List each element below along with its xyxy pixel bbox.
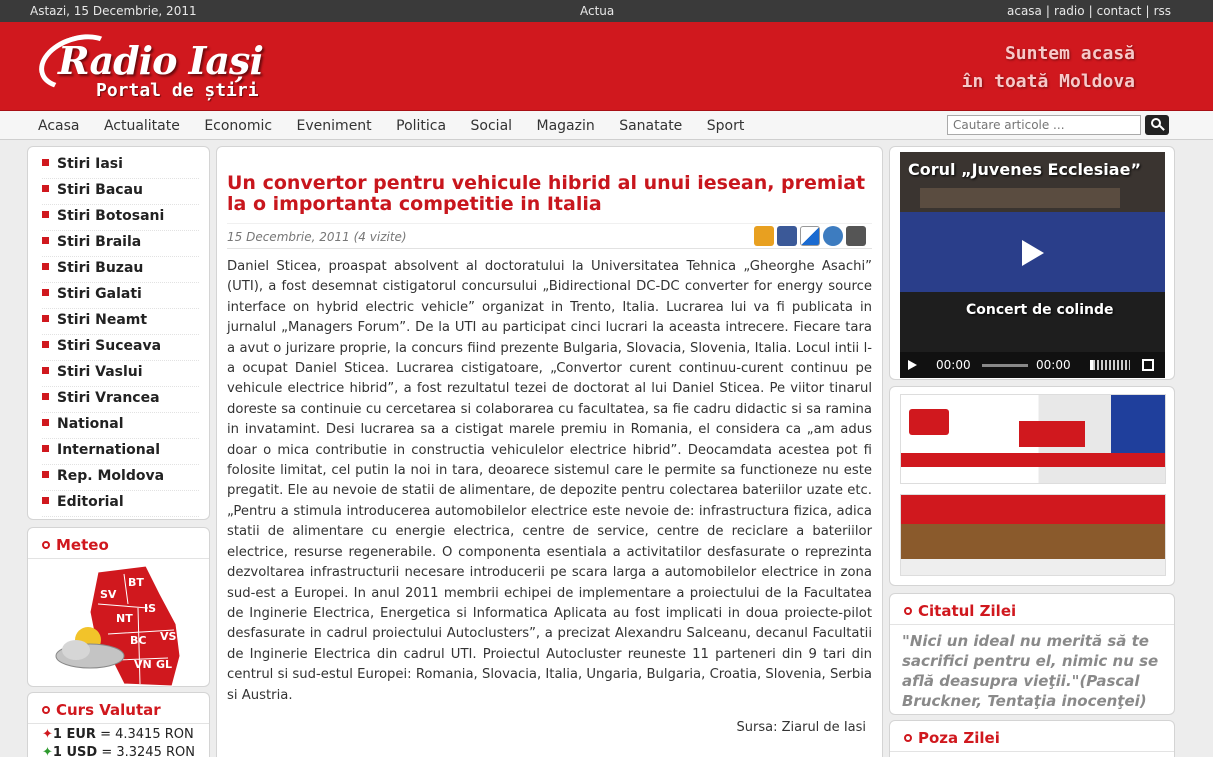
section-icon	[42, 706, 50, 714]
bullet-icon	[42, 159, 49, 166]
bullet-icon	[42, 419, 49, 426]
main-nav	[0, 111, 1213, 140]
play-icon[interactable]	[1022, 240, 1044, 266]
category-item[interactable]: National	[42, 413, 199, 439]
region-label: SV	[100, 588, 117, 601]
video-progress[interactable]	[982, 364, 1028, 367]
section-icon	[904, 734, 912, 742]
nav-item-politica[interactable]: Politica	[396, 118, 447, 134]
print-icon[interactable]	[846, 226, 866, 246]
arrow-down-icon: ✦	[42, 745, 53, 757]
bullet-icon	[42, 341, 49, 348]
currency-title: Curs Valutar	[28, 693, 209, 724]
site-logo[interactable]	[36, 26, 266, 106]
search-button[interactable]	[1145, 115, 1169, 135]
nav-item-sanatate[interactable]: Sanatate	[619, 118, 683, 134]
currency-row: ✦1 USD = 3.3245 RON	[28, 742, 209, 757]
banner-box	[889, 386, 1175, 586]
nav-item-sport[interactable]: Sport	[706, 118, 745, 134]
category-item[interactable]: Stiri Iasi	[42, 153, 199, 179]
link-contact[interactable]: contact	[1096, 4, 1142, 18]
top-links: acasa | radio | contact | rss	[1007, 4, 1171, 18]
photo-box	[889, 720, 1175, 757]
quote-box	[889, 593, 1175, 715]
currency-box	[27, 692, 210, 757]
video-player[interactable]	[900, 152, 1165, 378]
region-label: NT	[116, 612, 133, 625]
video-controls	[900, 352, 1165, 378]
region-label: GL	[156, 658, 173, 671]
category-item[interactable]: Stiri Neamt	[42, 309, 199, 335]
category-item[interactable]: Rep. Moldova	[42, 465, 199, 491]
article-meta	[227, 223, 872, 249]
bullet-icon	[42, 185, 49, 192]
bullet-icon	[42, 471, 49, 478]
category-item[interactable]: Stiri Vrancea	[42, 387, 199, 413]
category-item[interactable]: Stiri Vaslui	[42, 361, 199, 387]
category-item[interactable]: Stiri Botosani	[42, 205, 199, 231]
search-input[interactable]	[947, 115, 1141, 135]
link-radio[interactable]: radio	[1053, 4, 1085, 18]
bullet-icon	[42, 497, 49, 504]
bullet-icon	[42, 237, 49, 244]
facebook-icon[interactable]	[777, 226, 797, 246]
quote-title: Citatul Zilei	[890, 594, 1174, 625]
bullet-icon	[42, 211, 49, 218]
section-icon	[904, 607, 912, 615]
region-label: VS	[160, 630, 177, 643]
yahoo-icon[interactable]	[754, 226, 774, 246]
header-slogan	[962, 40, 1135, 96]
photo-title: Poza Zilei	[890, 721, 1174, 752]
article-date: 15 Decembrie, 2011 (4 vizite)	[227, 230, 407, 244]
radio-logo-icon	[909, 409, 949, 435]
link-rss[interactable]: rss	[1153, 4, 1171, 18]
article-source: Sursa: Ziarul de Iasi	[736, 719, 866, 735]
logo-name: Radio Iași	[58, 38, 263, 83]
category-item[interactable]: Stiri Braila	[42, 231, 199, 257]
link-acasa[interactable]: acasa	[1007, 4, 1042, 18]
radio-romania-banner[interactable]	[900, 394, 1166, 484]
article-body: Daniel Sticea, proaspat absolvent al doctoratului la Universitatea Tehnica „Gheorghe Asachi” (UTI), a fost desemnat cistigatorul concursului „Bidirectional DC-DC converter for energy source interface on hybrid electric vehicle” organizat in Trento, Italia. Lucrarea lui va fi publicata in jurnalul „Managers Forum”. De la UTI au participat cinci lucrari la aceasta intrecere. Fiecare tara a avut o jurizare proprie, la concurs fiind prezente Bulgaria, Slovacia, Slovenia, Italia. Locul intii l-a ocupat Daniel Sticea. Lucrarea cistigatoare, „Convertor curent continuu-curent continuu pe vehicule electrice hibrid”, a fost rezultatul tezei de doctorat al lui Daniel Sticea. Pe viitor tinarul doreste sa continuie cu cercetarea si colaborarea cu facultatea, sa fie cadru didactic si sa ramina in invatamint. Desi lucrarea sa a cistigat marele premiu in Romania, el considera ca „am adus doar o mica contributie in constructia vehiculelor electrice hibrid”. Deocamdata acestea pot fi folosite limitat, cel putin la noi in tara, deoarece sistemul care le permite sa functioneze nu este pregatit. Ele au nevoie de statii de alimentare, de depozite pentru colectarea bateriilor uzate etc. „Pentru a stimula introducerea automobilelor electrice este nevoie de: infrastructura fizica, adica statii de alimentare cu energie electrica, centre de service, centre de reciclare a bateriilor electrice, resurse regenerabile. O componenta esentiala a activitatilor desfasurate o reprezinta dezvoltarea infrastructurii necesare introducerii pe scara larga a automobilelor electrice in zona sud-est a Europei. In anul 2011 membrii echipei de implementare a proiectului de la Facultatea de Inginerie Electrica, Energetica si Informatica Aplicata au fost implicati in doua proiecte-pilot desfasurate in cadrul proiectului Autoclusters”, a precizat Alexandru Salceanu, decanul Facultatii de Inginerie Electrica din cadrul UTI. Proiectul Autocluster reuneste 11 parteneri din 9 tari din centrul si sud-estul Europei: Romania, Slovacia, Italia, Ungaria, Bulgaria, Croatia, Slovenia, Serbia si Austria.	[227, 259, 872, 703]
category-list	[27, 146, 210, 520]
bullet-icon	[42, 393, 49, 400]
category-item[interactable]: Stiri Buzau	[42, 257, 199, 283]
region-label: BC	[130, 634, 147, 647]
folclor-banner[interactable]	[900, 494, 1166, 576]
meteo-title: Meteo	[28, 528, 209, 559]
delicious-icon[interactable]	[800, 226, 820, 246]
region-label: VN	[134, 658, 152, 671]
nav-item-social[interactable]: Social	[470, 118, 513, 134]
section-icon	[42, 541, 50, 549]
nav-item-economic[interactable]: Economic	[204, 118, 273, 134]
video-caption: Concert de colinde	[966, 302, 1114, 318]
share-icons	[751, 226, 866, 250]
nav-items	[38, 118, 764, 134]
site-header	[0, 22, 1213, 111]
video-total-time: 00:00	[1036, 358, 1071, 372]
top-center-text: Actua	[580, 4, 615, 18]
quote-text: "Nici un ideal nu merită să te sacrifici pentru el, nimic nu se află deasupra vieţii."(Pascal Bruckner, Tentaţia inocenţei)	[902, 632, 1159, 710]
meteo-box	[27, 527, 210, 687]
slogan-line-1: Suntem acasă	[1004, 43, 1135, 64]
video-current-time: 00:00	[936, 358, 971, 372]
nav-item-actualitate[interactable]: Actualitate	[103, 118, 180, 134]
stumbleupon-icon[interactable]	[823, 226, 843, 246]
bullet-icon	[42, 445, 49, 452]
video-title: Corul „Juvenes Ecclesiae”	[908, 160, 1141, 179]
nav-item-magazin[interactable]: Magazin	[536, 118, 595, 134]
bullet-icon	[42, 315, 49, 322]
slogan-line-2: în toată Moldova	[961, 71, 1135, 92]
volume-icon[interactable]	[1090, 360, 1130, 370]
category-item[interactable]: Stiri Bacau	[42, 179, 199, 205]
bullet-icon	[42, 367, 49, 374]
bullet-icon	[42, 289, 49, 296]
article-title: Un convertor pentru vehicule hibrid al unui iesean, premiat la o importanta competitie in Italia	[227, 172, 866, 215]
fullscreen-icon[interactable]	[1142, 359, 1154, 371]
currency-row: ✦1 EUR = 4.3415 RON	[42, 727, 194, 742]
article-box	[216, 146, 883, 757]
current-date: Astazi, 15 Decembrie, 2011	[30, 4, 197, 18]
play-button-icon[interactable]	[908, 360, 917, 370]
top-bar	[0, 0, 1213, 22]
nav-item-eveniment[interactable]: Eveniment	[296, 118, 372, 134]
category-item[interactable]: Editorial	[42, 491, 199, 517]
category-item[interactable]: International	[42, 439, 199, 465]
nav-item-acasa[interactable]: Acasa	[38, 118, 80, 134]
meteo-map[interactable]	[28, 564, 209, 688]
region-label: IS	[144, 602, 157, 615]
eu-flag-icon	[1111, 395, 1165, 453]
arrow-up-icon: ✦	[42, 727, 53, 742]
category-item[interactable]: Stiri Galati	[42, 283, 199, 309]
region-label: BT	[128, 576, 144, 589]
category-item[interactable]: Stiri Suceava	[42, 335, 199, 361]
logo-subtitle: Portal de știri	[96, 80, 259, 101]
video-box	[889, 146, 1175, 380]
bullet-icon	[42, 263, 49, 270]
frequency-badge	[1019, 421, 1085, 447]
